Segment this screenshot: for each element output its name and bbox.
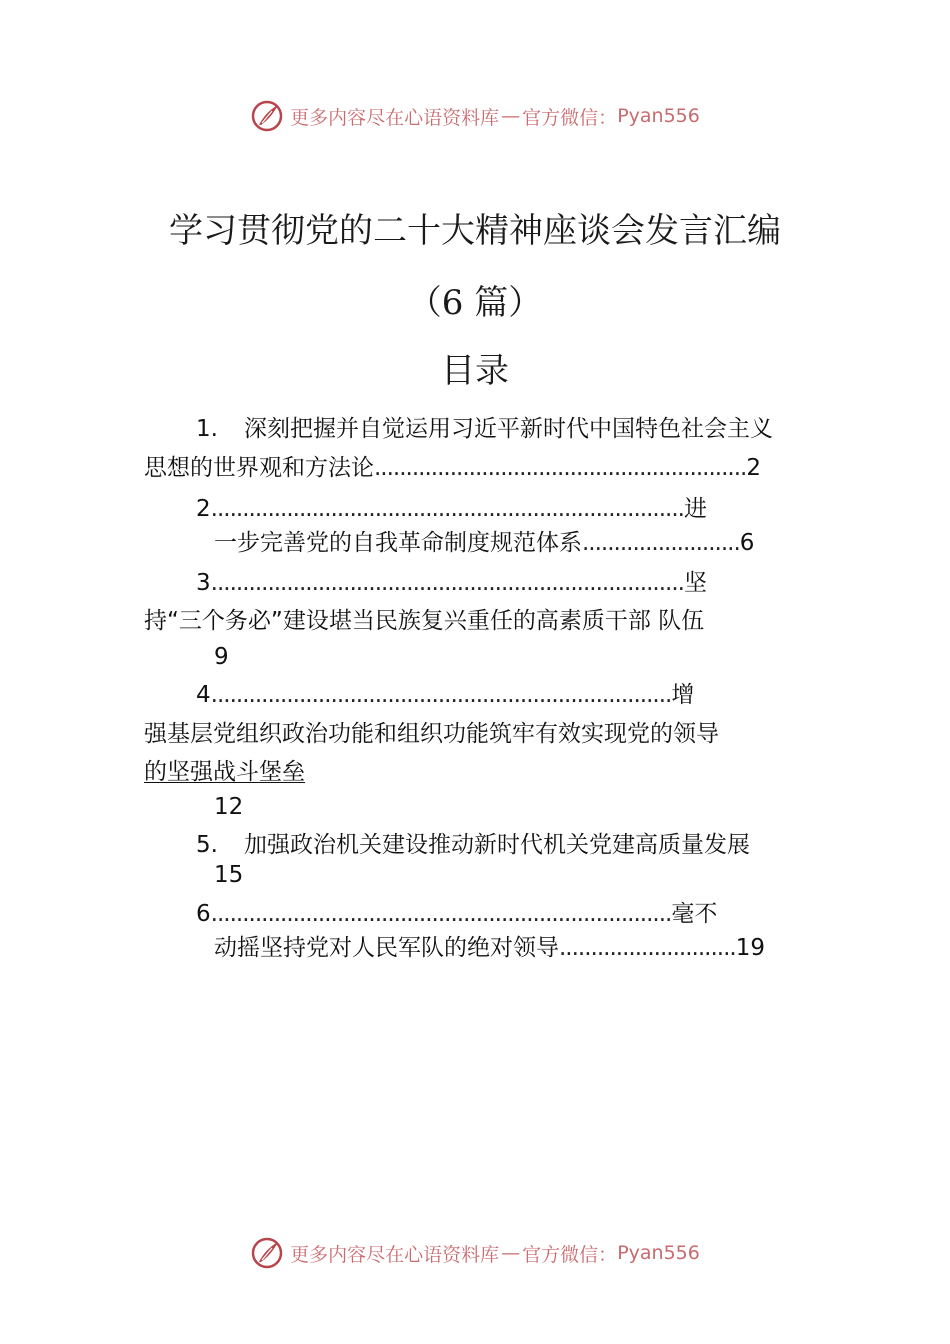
header-watermark [0,96,950,136]
toc-item-4-title-part3: 的坚强战斗堡垒 [144,759,305,785]
toc-item-6-number: 6 [196,901,211,927]
toc-leader-dots: ........................................................................... [210,570,684,596]
toc-item-2-line2[interactable] [214,528,754,558]
toc-item-4-line1[interactable] [196,680,694,710]
toc-item-2-line1[interactable] [196,494,707,524]
toc-item-4-page: 12 [214,794,244,820]
toc-leader-dots: ............................ [559,935,736,961]
toc-item-4-title-head: 增 [671,682,695,708]
toc-item-6-page: 19 [735,935,765,961]
toc-item-3-page-line[interactable] [214,642,229,672]
quill-logo-icon [250,99,284,133]
toc-item-4-line2[interactable] [144,719,719,749]
toc-item-5-line1[interactable] [196,830,750,860]
toc-item-1-line2[interactable] [144,453,761,483]
watermark-text: 更多内容尽在心语资料库 [290,1243,500,1266]
toc-leader-dots: ........................................................................... [210,496,684,522]
watermark-dash: — [501,105,521,127]
toc-heading: 目录 [441,351,509,391]
toc-leader-dots: ......................................................................... [210,901,672,927]
document-title: 学习贯彻党的二十大精神座谈会发言汇编 [169,211,781,251]
watermark-channel: 官方微信： [522,106,618,129]
toc-leader-dots: ......................... [582,530,740,556]
toc-item-2-title: 一步完善党的自我革命制度规范体系 [214,530,582,556]
toc-item-2-page: 6 [739,530,755,556]
toc-item-4-line3[interactable] [144,757,305,787]
toc-item-3-title-head: 坚 [683,570,707,596]
toc-item-3-line2[interactable] [144,606,704,636]
quill-logo-icon [250,1236,284,1270]
toc-item-1-line1[interactable] [196,414,773,444]
toc-item-5-title: 加强政治机关建设推动新时代机关党建高质量发展 [243,832,750,858]
toc-item-5-page-line[interactable] [214,860,243,890]
toc-item-5-number: 5. [196,832,218,858]
watermark-text: 更多内容尽在心语资料库 [290,106,500,129]
toc-item-3-line1[interactable] [196,568,707,598]
watermark-account: Pyan556 [617,1242,700,1264]
toc-item-4-page-line[interactable] [214,792,243,822]
toc-item-4-number: 4 [196,682,211,708]
toc-item-6-line2[interactable] [214,933,765,963]
footer-watermark [0,1233,950,1273]
toc-leader-dots: ........................................................... [374,455,747,481]
toc-item-4-title-part2: 强基层党组织政治功能和组织功能筑牢有效实现党的领导 [144,721,719,747]
watermark-channel: 官方微信： [522,1243,618,1266]
toc-item-6-title: 动摇坚持党对人民军队的绝对领导 [214,935,559,961]
toc-item-6-title-head: 毫不 [671,901,718,927]
watermark-dash: — [501,1242,521,1264]
document-subtitle: （6 篇） [407,283,543,323]
toc-item-2-title-head: 进 [683,496,707,522]
toc-item-1-page: 2 [746,455,761,481]
toc-item-1-title-part2: 思想的世界观和方法论 [144,455,374,481]
toc-leader-dots: ......................................................................... [210,682,672,708]
watermark-account: Pyan556 [617,105,700,127]
toc-item-1-number: 1. [196,416,218,442]
toc-item-3-number: 3 [196,570,211,596]
toc-item-6-line1[interactable] [196,899,717,929]
toc-item-5-page: 15 [214,862,244,888]
toc-item-1-title-part1: 深刻把握并自觉运用习近平新时代中国特色社会主义 [243,416,773,442]
toc-item-3-page: 9 [214,644,229,670]
toc-item-3-title: 持“三个务必”建设堪当民族复兴重任的高素质干部 队伍 [144,608,705,634]
toc-item-2-number: 2 [196,496,211,522]
